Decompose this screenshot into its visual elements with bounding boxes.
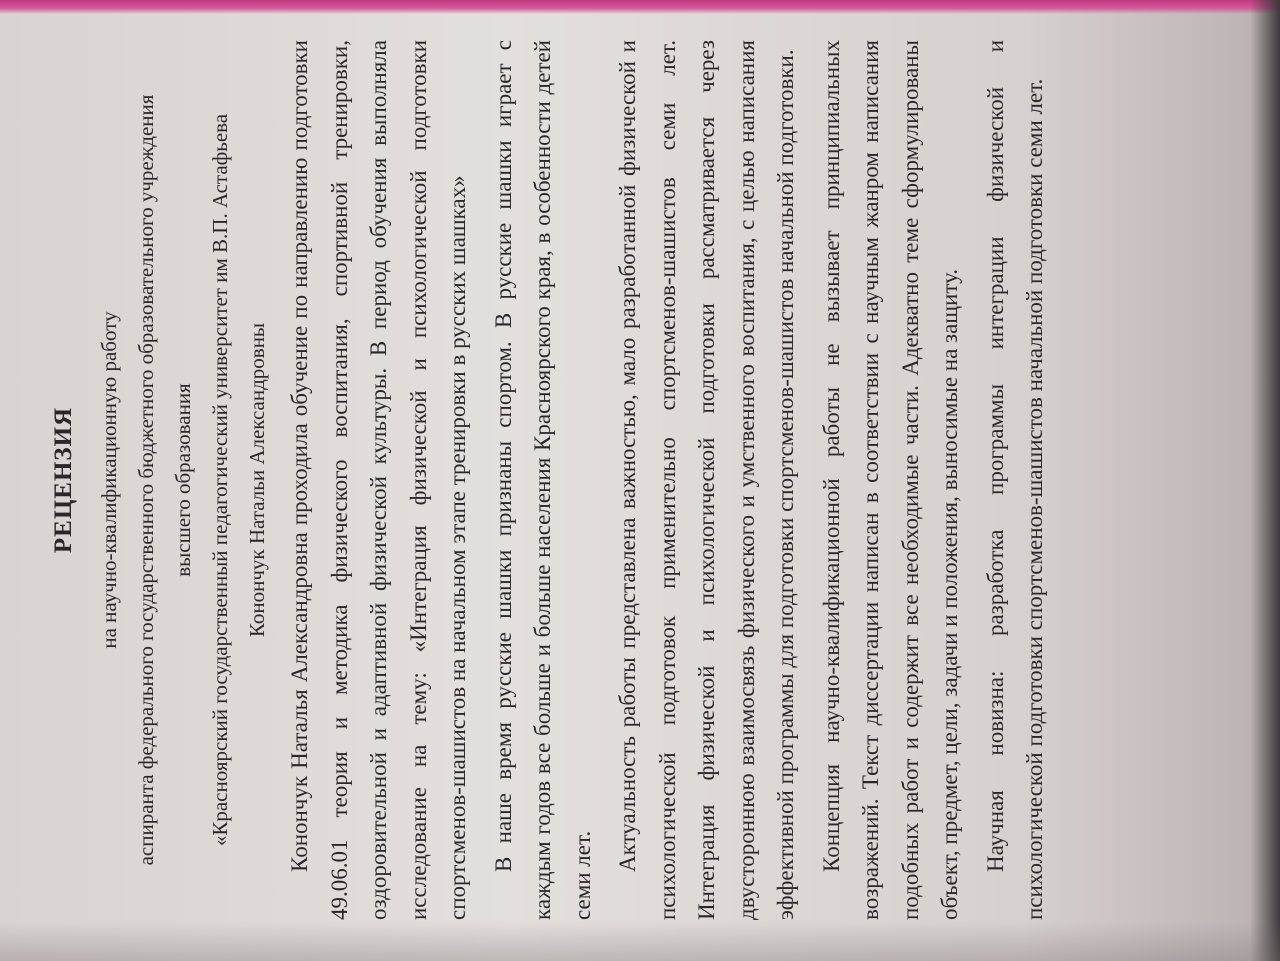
header-line: аспиранта федерального государственного бюджетного образовательного учреждения <box>134 94 158 866</box>
header-line: на научно-квалификационную работу <box>97 311 121 649</box>
pink-folder-edge <box>0 0 1280 14</box>
document-header <box>91 40 276 920</box>
paragraph-intro: Конончук Наталья Александровна проходила обучение по направлению подготовки 49.06.01 теория и методика физического воспитания, спортивной тренировки, оздоровительной и адаптивной физической культуры. В период обучения выполняла исследование на тему: «Интеграция физической и психологической подготовки спортсменов-шашистов на начальном этапе тренировки в русских шашках» <box>287 40 470 920</box>
header-line: высшего образования <box>171 383 195 577</box>
document-page <box>35 20 1245 940</box>
page-shadow <box>0 921 1280 961</box>
paragraph-novelty: Научная новизна: разработка программы интеграции физической и психологической подготовки спортсменов-шашистов начальной подготовки семи лет. <box>982 40 1047 920</box>
document-title: РЕЦЕНЗИЯ <box>50 406 77 554</box>
paragraph-relevance: Актуальность работы представлена важностью, мало разработанной физической и психологической подготовок применительно спортсменов-шашистов семи лет. Интеграция физической и психологической подготовки рассматривается через двустороннюю взаимосвязь физического и умственного воспитания, с целью написания эффективной программы для подготовки спортсменов-шашистов начальной подготовки. <box>615 40 798 920</box>
header-line: Конончук Натальи Александровны <box>245 322 269 638</box>
header-line: «Красноярский государственный педагогический университет им В.П. Астафьева <box>208 113 232 847</box>
paragraph-context: В наше время русские шашки признаны спортом. В русские шашки играет с каждым годов все больше и больше населения Красноярского края, в особенности детей семи лет. <box>490 40 595 920</box>
dark-table-edge <box>1250 0 1280 961</box>
paragraph-concept: Концепция научно-квалификационной работы не вызывает принципиальных возражений. Текст диссертации написан в соответствии с научным жанром написания подобных работ и содержит все необходимые части. Адекватно теме сформулированы объект, предмет, цели, задачи и положения, выносимые на защиту. <box>818 40 962 920</box>
